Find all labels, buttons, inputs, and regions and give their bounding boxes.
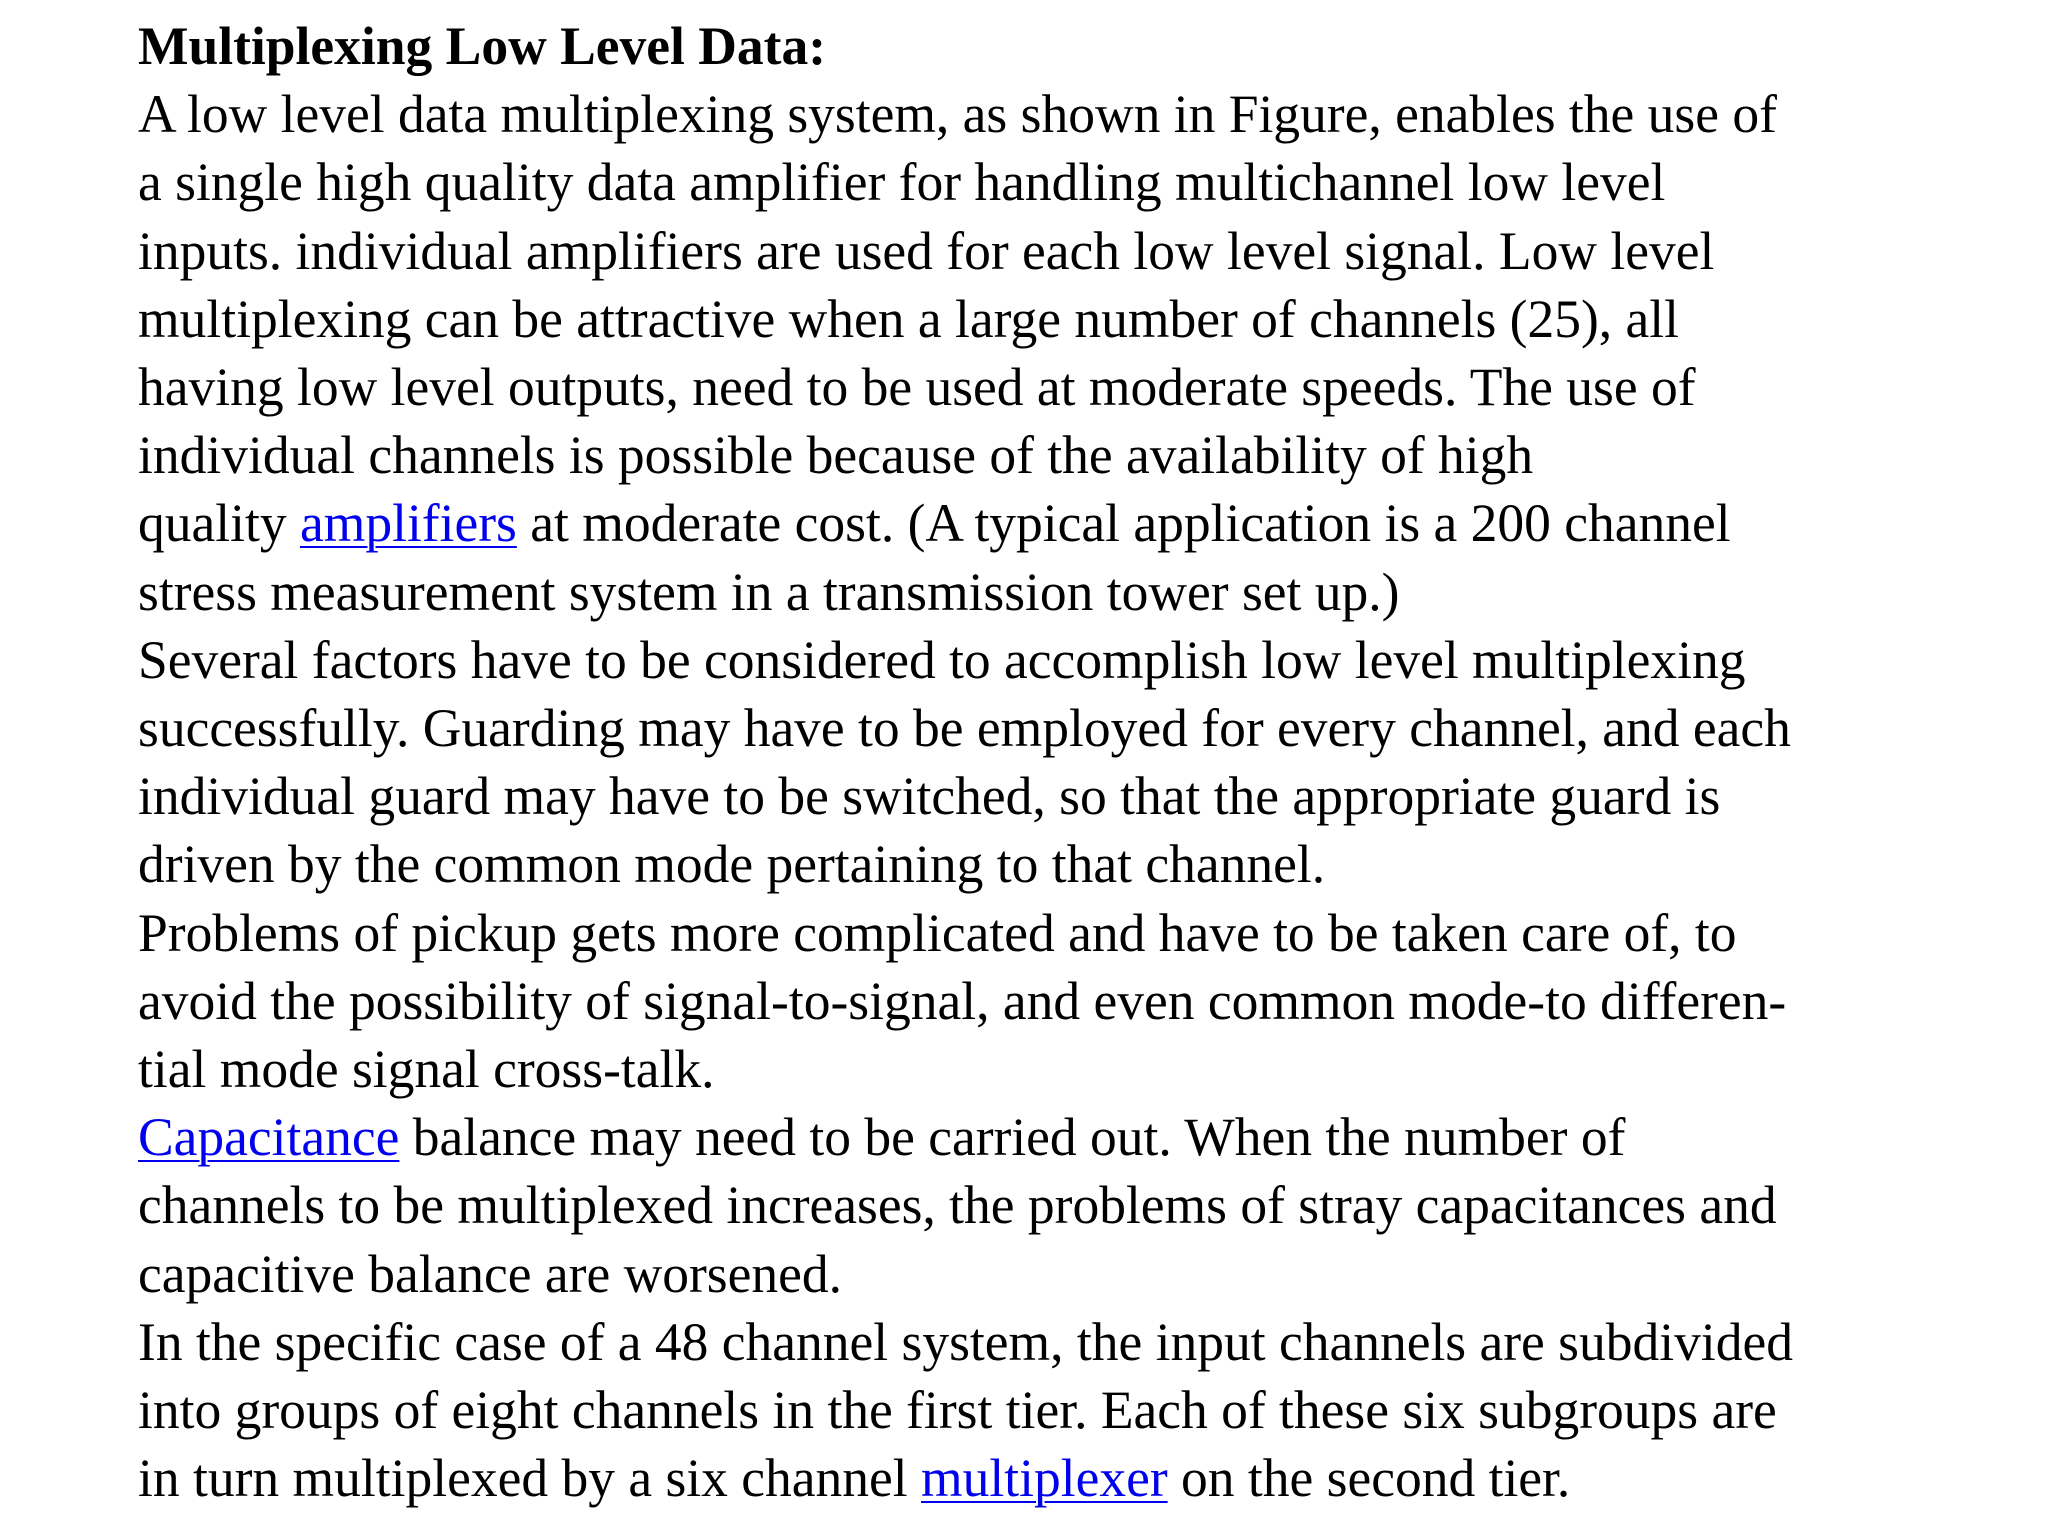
text-segment: capacitive balance are worsened. bbox=[138, 1243, 842, 1304]
text-segment: Problems of pickup gets more complicated and have to be taken care of, to bbox=[138, 902, 1737, 963]
text-line bbox=[138, 967, 2018, 1035]
text-line bbox=[138, 1171, 2018, 1239]
text-line bbox=[138, 217, 2018, 285]
text-line bbox=[138, 694, 2018, 762]
text-segment: into groups of eight channels in the first tier. Each of these six subgroups are bbox=[138, 1380, 1777, 1441]
text-line bbox=[138, 1376, 2018, 1444]
text-segment: driven by the common mode pertaining to that channel. bbox=[138, 834, 1326, 895]
text-line bbox=[138, 626, 2018, 694]
text-segment: A low level data multiplexing system, as shown in Figure, enables the use of bbox=[138, 84, 1777, 145]
text-segment: quality bbox=[138, 493, 300, 554]
text-line bbox=[138, 1240, 2018, 1308]
section-heading: Multiplexing Low Level Data: bbox=[138, 16, 827, 76]
text-segment: In the specific case of a 48 channel system, the input channels are subdivided bbox=[138, 1311, 1793, 1372]
hyperlink-amplifiers[interactable]: amplifiers bbox=[299, 493, 517, 554]
text-segment: a single high quality data amplifier for handling multichannel low level bbox=[138, 152, 1666, 213]
text-segment: balance may need to be carried out. When the number of bbox=[399, 1107, 1626, 1168]
text-segment: inputs. individual amplifiers are used for each low level signal. Low level bbox=[138, 220, 1715, 281]
hyperlink-capacitance[interactable]: Capacitance bbox=[138, 1107, 400, 1168]
text-segment: channels to be multiplexed increases, the problems of stray capacitances and bbox=[138, 1175, 1777, 1236]
hyperlink-multiplexer[interactable]: multiplexer bbox=[921, 1448, 1168, 1509]
text-segment: Several factors have to be considered to accomplish low level multiplexing bbox=[138, 629, 1746, 690]
text-segment: having low level outputs, need to be used at moderate speeds. The use of bbox=[138, 357, 1696, 418]
text-line bbox=[138, 1035, 2018, 1103]
text-segment: at moderate cost. (A typical application is a 200 channel bbox=[516, 493, 1731, 554]
text-line bbox=[138, 762, 2018, 830]
text-line bbox=[138, 353, 2018, 421]
text-line bbox=[138, 80, 2018, 148]
text-line bbox=[138, 1103, 2018, 1171]
text-line bbox=[138, 830, 2018, 898]
text-segment: stress measurement system in a transmission tower set up.) bbox=[138, 561, 1400, 622]
text-segment: successfully. Guarding may have to be employed for every channel, and each bbox=[138, 698, 1791, 759]
text-line bbox=[138, 148, 2018, 216]
text-segment: tial mode signal cross-talk. bbox=[138, 1039, 715, 1100]
text-line bbox=[138, 489, 2018, 557]
text-line bbox=[138, 1308, 2018, 1376]
text-segment: in turn multiplexed by a six channel bbox=[138, 1448, 922, 1509]
text-line bbox=[138, 899, 2018, 967]
text-segment: avoid the possibility of signal-to-signal, and even common mode-to differen- bbox=[138, 970, 1787, 1031]
document-page bbox=[138, 12, 2018, 1512]
text-line bbox=[138, 1444, 2018, 1512]
text-line bbox=[138, 421, 2018, 489]
text-segment: individual guard may have to be switched, so that the appropriate guard is bbox=[138, 766, 1721, 827]
text-segment: individual channels is possible because of the availability of high bbox=[138, 425, 1534, 486]
document-body bbox=[138, 80, 2018, 1512]
text-segment: multiplexing can be attractive when a large number of channels (25), all bbox=[138, 288, 1680, 349]
text-line bbox=[138, 285, 2018, 353]
text-segment: on the second tier. bbox=[1167, 1448, 1571, 1509]
text-line bbox=[138, 558, 2018, 626]
